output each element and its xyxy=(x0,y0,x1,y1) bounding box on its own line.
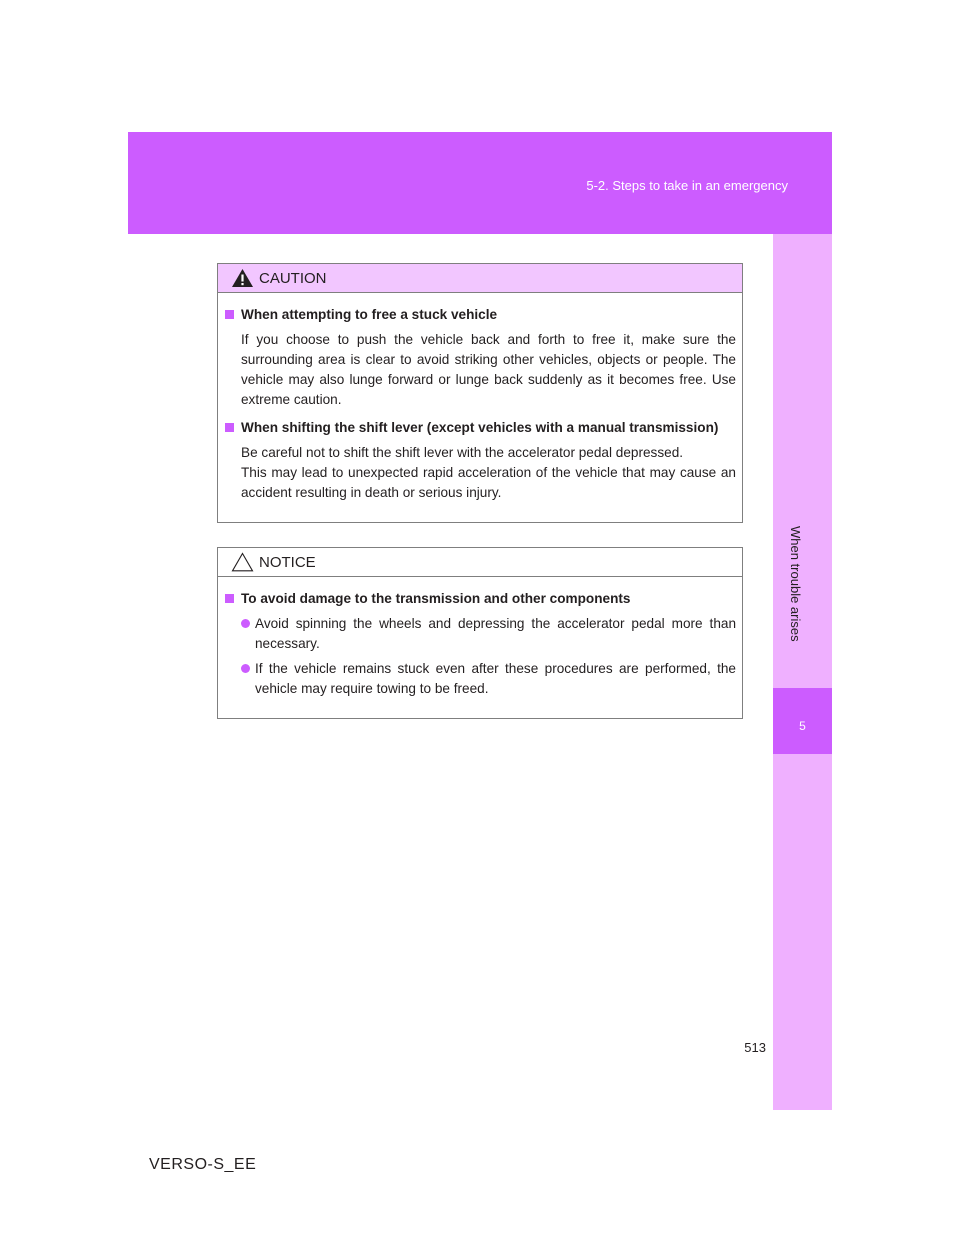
notice-title: NOTICE xyxy=(259,554,316,571)
caution-item-text: If you choose to push the vehicle back and forth to free it, make sure the surrounding area is clear to avoid striking other vehicles, objects or people. The vehicle may also lunge forward or lunge back suddenly as it becomes free. Use extreme caution. xyxy=(241,332,736,407)
notice-item-heading: To avoid damage to the transmission and other components xyxy=(224,589,736,609)
section-title: 5-2. Steps to take in an emergency xyxy=(586,178,788,193)
header-band xyxy=(128,132,832,234)
caution-item-heading: When shifting the shift lever (except vehicles with a manual transmission) xyxy=(224,418,736,438)
caution-item-text: This may lead to unexpected rapid acceleration of the vehicle that may cause an accident resulting in death or serious injury. xyxy=(241,465,736,500)
page-number: 513 xyxy=(744,1040,766,1055)
square-bullet-icon xyxy=(225,423,234,432)
caution-body xyxy=(218,293,742,522)
caution-box xyxy=(217,263,743,523)
caution-header xyxy=(218,264,742,293)
chapter-sidebar xyxy=(773,234,832,1110)
notice-body xyxy=(218,577,742,718)
round-bullet-icon xyxy=(241,619,250,628)
caution-title: CAUTION xyxy=(259,270,327,287)
caution-item-heading: When attempting to free a stuck vehicle xyxy=(224,305,736,325)
notice-box xyxy=(217,547,743,719)
caution-item-text: Be careful not to shift the shift lever with the accelerator pedal depressed. xyxy=(241,445,684,460)
warning-triangle-outline-icon xyxy=(231,552,254,572)
square-bullet-icon xyxy=(225,310,234,319)
chapter-tab xyxy=(773,688,832,754)
chapter-number: 5 xyxy=(799,719,806,733)
warning-triangle-filled-icon xyxy=(231,268,254,288)
notice-header xyxy=(218,548,742,577)
round-bullet-icon xyxy=(241,664,250,673)
notice-bullet: If the vehicle remains stuck even after these procedures are performed, the vehicle may require towing to be freed. xyxy=(224,659,736,699)
chapter-label: When trouble arises xyxy=(788,526,803,642)
model-code: VERSO-S_EE xyxy=(149,1156,257,1173)
square-bullet-icon xyxy=(225,594,234,603)
notice-bullet: Avoid spinning the wheels and depressing the accelerator pedal more than necessary. xyxy=(224,614,736,654)
